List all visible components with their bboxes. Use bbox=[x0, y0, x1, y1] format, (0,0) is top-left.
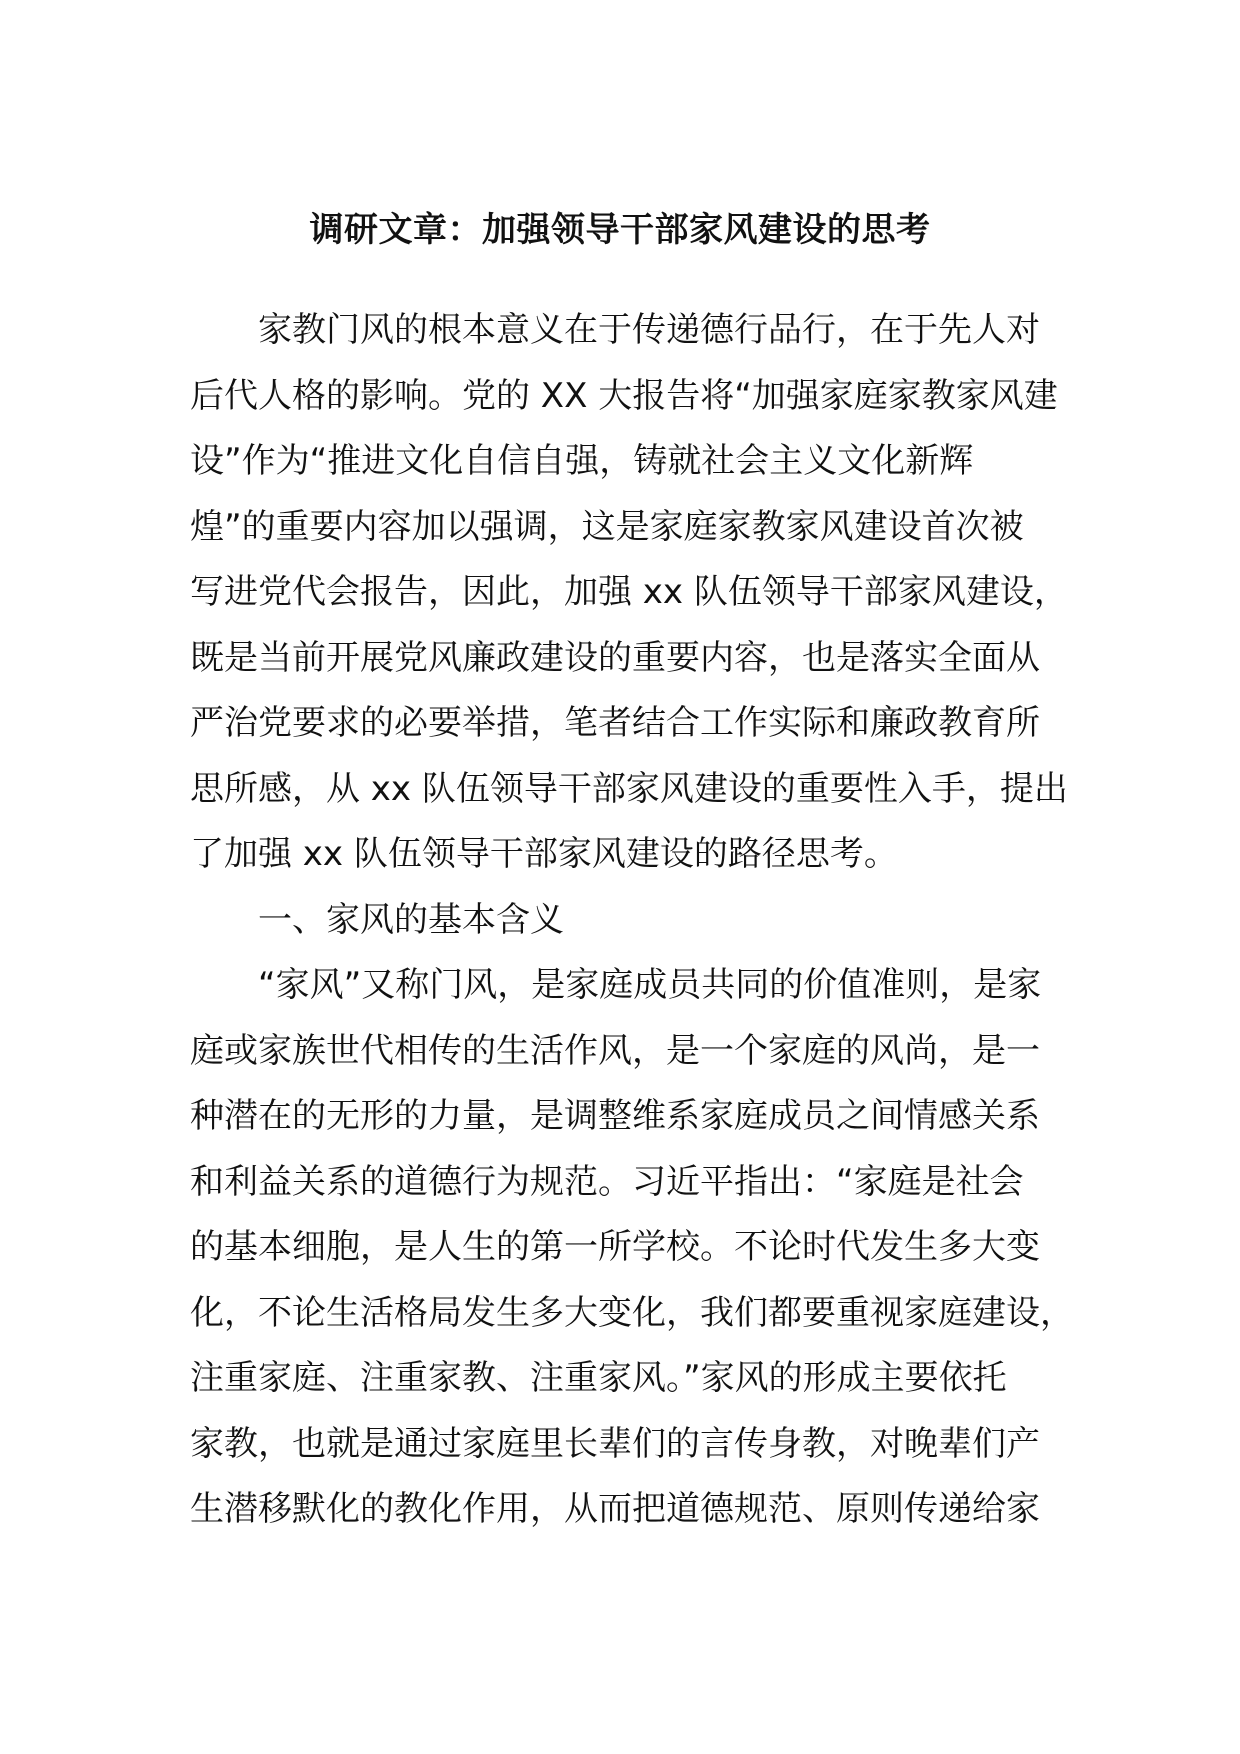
paragraph-definition-line: 和利益关系的道德行为规范。习近平指出：“家庭是社会 bbox=[190, 1161, 1024, 1202]
paragraph-intro-line: 设”作为“推进文化自信自强，铸就社会主义文化新辉 bbox=[190, 441, 974, 481]
paragraph-definition-line: 种潜在的无形的力量，是调整维系家庭成员之间情感关系 bbox=[190, 1096, 1040, 1136]
paragraph-intro-line: 煌”的重要内容加以强调，这是家庭家教家风建设首次被 bbox=[190, 506, 1024, 547]
document-body bbox=[190, 298, 1074, 1543]
paragraph-intro-line: 写进党代会报告，因此，加强 xx 队伍领导干部家风建设， bbox=[190, 572, 1068, 612]
section-heading: 一、家风的基本含义 bbox=[258, 899, 564, 940]
paragraph-intro-line: 后代人格的影响。党的 XX 大报告将“加强家庭家教家风建 bbox=[190, 375, 1058, 416]
document-title: 调研文章：加强领导干部家风建设的思考 bbox=[309, 210, 931, 250]
paragraph-definition-line: 化，不论生活格局发生多大变化，我们都要重视家庭建设， bbox=[190, 1292, 1074, 1333]
paragraph-definition-line: 庭或家族世代相传的生活作风，是一个家庭的风尚，是一 bbox=[190, 1030, 1040, 1071]
paragraph-definition-line: 生潜移默化的教化作用，从而把道德规范、原则传递给家 bbox=[190, 1489, 1040, 1529]
paragraph-intro-line: 既是当前开展党风廉政建设的重要内容，也是落实全面从 bbox=[190, 637, 1040, 678]
paragraph-definition-line: 家教，也就是通过家庭里长辈们的言传身教，对晚辈们产 bbox=[190, 1423, 1040, 1464]
paragraph-intro-line: 了加强 xx 队伍领导干部家风建设的路径思考。 bbox=[190, 834, 898, 874]
paragraph-intro-line: 家教门风的根本意义在于传递德行品行，在于先人对 bbox=[258, 310, 1040, 350]
paragraph-intro-line: 严治党要求的必要举措，笔者结合工作实际和廉政教育所 bbox=[190, 703, 1040, 743]
paragraph-definition-line: “家风”又称门风，是家庭成员共同的价值准则，是家 bbox=[258, 965, 1042, 1005]
paragraph-intro-line: 思所感，从 xx 队伍领导干部家风建设的重要性入手，提出 bbox=[190, 768, 1068, 809]
paragraph-definition-line: 的基本细胞，是人生的第一所学校。不论时代发生多大变 bbox=[190, 1227, 1040, 1267]
paragraph-definition-line: 注重家庭、注重家教、注重家风。”家风的形成主要依托 bbox=[190, 1358, 1007, 1398]
